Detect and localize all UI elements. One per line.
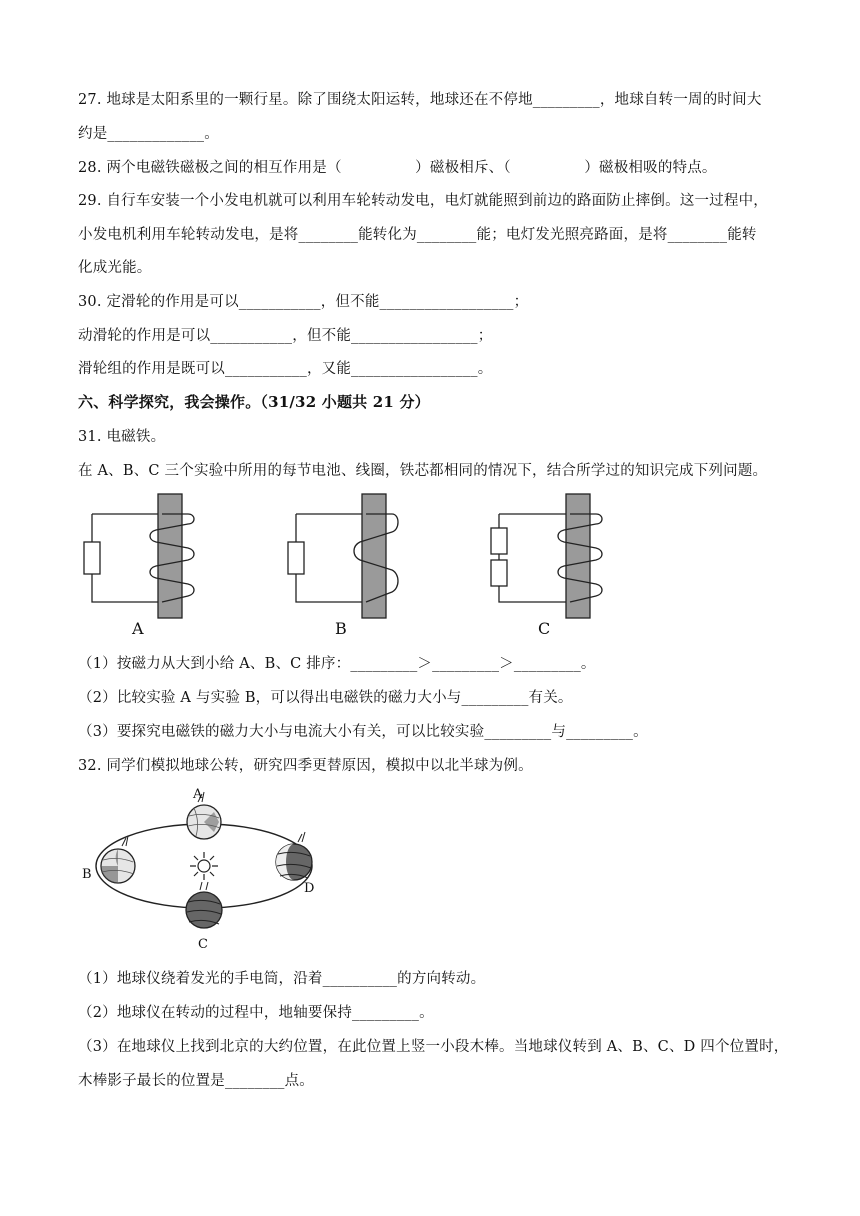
q30-line3: 滑轮组的作用是既可以___________，又能_________________。 xyxy=(78,361,493,377)
label-c: C xyxy=(538,619,551,638)
q31-sub2: （2）比较实验 A 与实验 B，可以得出电磁铁的磁力大小与_________有关。 xyxy=(78,690,573,706)
label-b: B xyxy=(335,619,347,638)
orbit-label-c: C xyxy=(198,937,208,952)
orbit-label-a: A xyxy=(193,787,203,802)
section-title: 六、科学探究，我会操作。（31/32 小题共 21 分） xyxy=(78,393,430,411)
circuit-b xyxy=(288,494,398,618)
q27-line2: 约是_____________。 xyxy=(78,126,219,142)
q31-title: 31. 电磁铁。 xyxy=(78,429,166,445)
sun-icon xyxy=(190,852,218,880)
q32-sub3b: 木棒影子最长的位置是________点。 xyxy=(78,1073,314,1089)
q32-sub2: （2）地球仪在转动的过程中，地轴要保持_________。 xyxy=(78,1005,434,1021)
electromagnet-figure xyxy=(70,490,630,640)
q32-sub3: （3）在地球仪上找到北京的大约位置，在此位置上竖一小段木棒。当地球仪转到 A、B、C、D 四个位置时， xyxy=(78,1039,789,1055)
q32-sub1: （1）地球仪绕着发光的手电筒，沿着__________的方向转动。 xyxy=(78,971,486,987)
orbit-label-b: B xyxy=(82,867,92,882)
earth-orbit-figure xyxy=(76,782,356,952)
circuit-a xyxy=(84,494,194,618)
q30-line1: 30. 定滑轮的作用是可以___________，但不能__________________； xyxy=(78,294,529,310)
q31-sub3: （3）要探究电磁铁的磁力大小与电流大小有关，可以比较实验_________与_________。 xyxy=(78,724,648,740)
orbit-label-d: D xyxy=(304,881,315,896)
q32-title: 32. 同学们模拟地球公转，研究四季更替原因，模拟中以北半球为例。 xyxy=(78,758,533,774)
q31-intro: 在 A、B、C 三个实验中所用的每节电池、线圈，铁芯都相同的情况下，结合所学过的知识完成下列问题。 xyxy=(78,463,768,479)
q29-line1: 29. 自行车安装一个小发电机就可以利用车轮转动发电，电灯就能照到前边的路面防止摔倒。这一过程中， xyxy=(78,193,768,209)
circuit-c xyxy=(491,494,602,618)
q29-line3: 化成光能。 xyxy=(78,260,152,276)
q30-line2: 动滑轮的作用是可以___________，但不能_________________； xyxy=(78,328,493,344)
label-a: A xyxy=(132,619,144,638)
earth-b xyxy=(101,836,135,883)
earth-c xyxy=(186,882,222,928)
earth-d xyxy=(276,832,312,880)
q31-sub1: （1）按磁力从大到小给 A、B、C 排序：_________＞_________＞_________。 xyxy=(78,656,596,672)
q28-line1: 28. 两个电磁铁磁极之间的相互作用是（ ）磁极相斥、（ ）磁极相吸的特点。 xyxy=(78,160,717,176)
q29-line2: 小发电机利用车轮转动发电，是将________能转化为________能；电灯发光照亮路面，是将________能转 xyxy=(78,227,757,243)
q27-line1: 27. 地球是太阳系里的一颗行星。除了围绕太阳运转，地球还在不停地_________，地球自转一周的时间大 xyxy=(78,92,762,108)
